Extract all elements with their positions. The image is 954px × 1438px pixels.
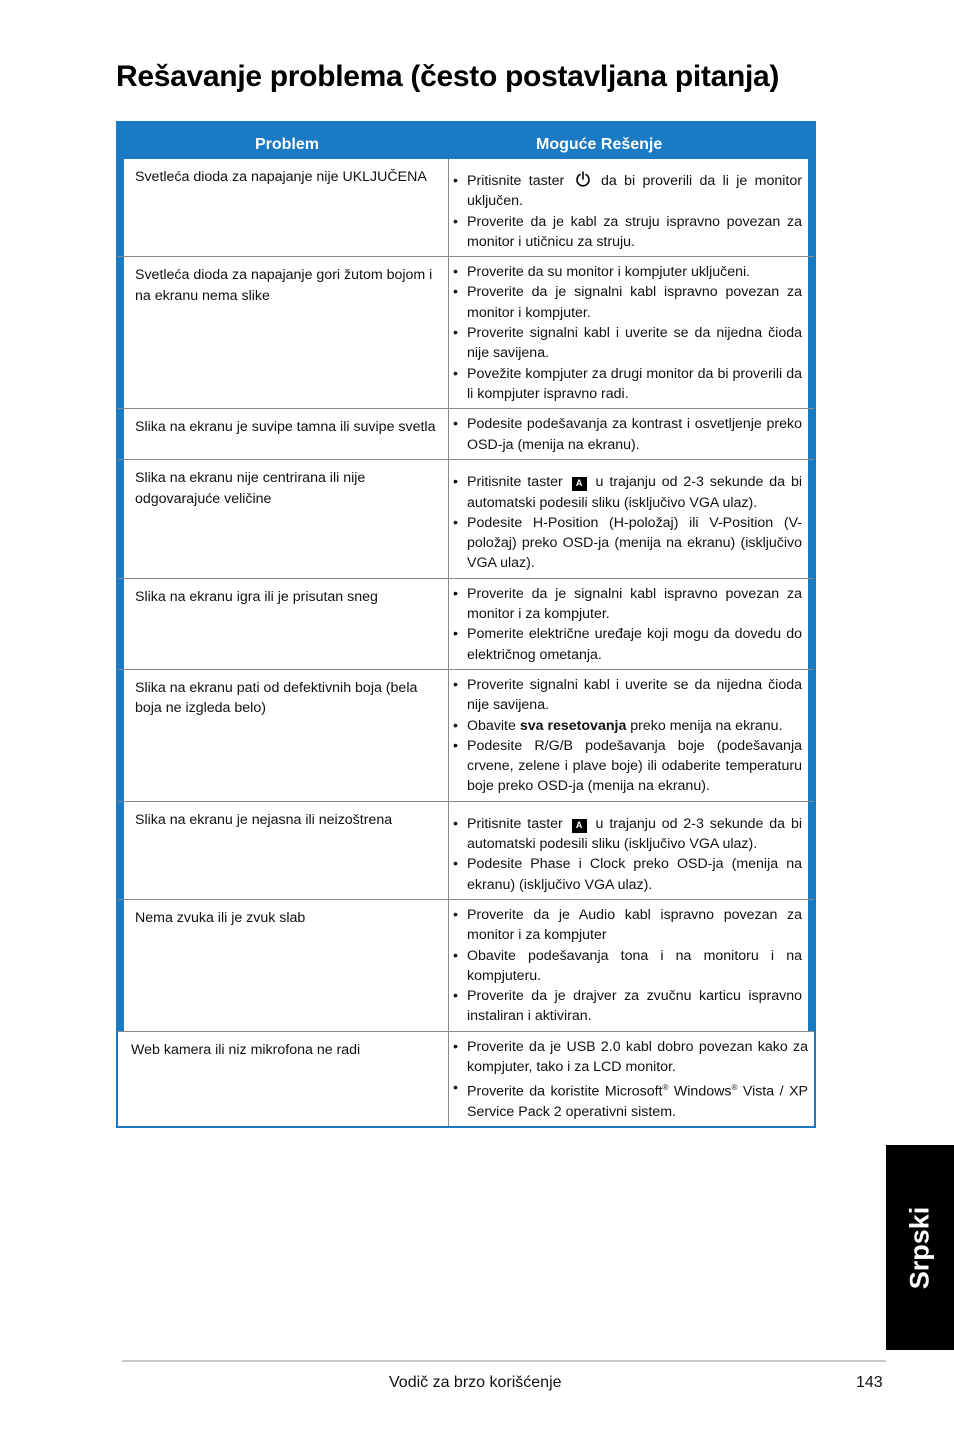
solution-text: Proverite da koristite Microsoft bbox=[467, 1083, 663, 1100]
registered-mark: ® bbox=[662, 1082, 669, 1092]
solution-cell bbox=[448, 460, 814, 577]
problem-cell: Slika na ekranu je suvipe tamna ili suvipe svetla bbox=[118, 409, 448, 459]
solution-text: Proverite da je signalni kabl ispravno povezan za monitor i za kompjuter. bbox=[467, 585, 802, 623]
problem-cell: Slika na ekranu pati od defektivnih boja (bela boja ne izgleda belo) bbox=[118, 670, 448, 801]
solution-item bbox=[453, 472, 802, 513]
solution-item bbox=[453, 675, 802, 716]
solution-text: Windows bbox=[668, 1083, 732, 1100]
solution-cell bbox=[448, 670, 814, 801]
solution-text: Povežite kompjuter za drugi monitor da bi proverili da li kompjuter ispravno radi. bbox=[467, 365, 802, 402]
header-solution: Moguće Rešenje bbox=[536, 136, 663, 153]
solution-text: u trajanju od 2-3 sekunde da bi automatski podesili sliku (isključivo VGA ulaz). bbox=[467, 474, 802, 511]
solution-item bbox=[453, 814, 802, 855]
header-problem: Problem bbox=[254, 136, 319, 153]
solution-cell bbox=[448, 802, 814, 899]
solution-text: Vista / XP Service Pack 2 operativni sistem. bbox=[467, 1083, 809, 1120]
solution-text: Obavite bbox=[467, 717, 516, 734]
page-number: 143 bbox=[856, 1374, 883, 1391]
solution-text: u trajanju od 2-3 sekunde da bi automatski podesili sliku (isključivo VGA ulaz). bbox=[467, 815, 802, 853]
problem-cell: Slika na ekranu nije centrirana ili nije odgovarajuće veličine bbox=[118, 460, 448, 577]
solution-text: Pomerite električne uređaje koji mogu da dovedu do električnog ometanja. bbox=[467, 626, 802, 663]
solution-text: Proverite da je drajver za zvučnu karticu ispravno instaliran i aktiviran. bbox=[467, 988, 802, 1025]
troubleshooting-table bbox=[116, 121, 816, 1128]
table-row bbox=[118, 1031, 814, 1126]
solution-item bbox=[453, 736, 802, 797]
solution-item bbox=[453, 946, 802, 987]
solution-text: Podesite R/G/B podešavanja boje (podešavanja crvene, zelene i plave boje) ili odaberite temperaturu boje preko OSD-ja (menija na ekranu). bbox=[467, 737, 802, 795]
problem-cell: Slika na ekranu igra ili je prisutan sneg bbox=[118, 579, 448, 669]
table-row bbox=[118, 899, 814, 1031]
footer-text: Vodič za brzo korišćenje bbox=[389, 1374, 562, 1391]
solution-cell bbox=[448, 1032, 814, 1126]
solution-text: Proverite da je kabl za struju ispravno povezan za monitor i utičnicu za struju. bbox=[467, 213, 802, 250]
solution-item bbox=[453, 905, 802, 946]
solution-item bbox=[453, 171, 802, 212]
solution-cell bbox=[448, 900, 814, 1031]
power-icon bbox=[575, 171, 591, 187]
solution-text: Podesite Phase i Clock preko OSD-ja (menija na ekranu) (isključivo VGA ulaz). bbox=[467, 856, 802, 893]
language-tab-label: Srpski bbox=[904, 1206, 935, 1289]
solution-item bbox=[453, 1037, 808, 1078]
table-row bbox=[118, 669, 814, 801]
problem-cell: Svetleća dioda za napajanje gori žutom bojom i na ekranu nema slike bbox=[118, 257, 448, 408]
solution-cell bbox=[448, 159, 814, 256]
solution-text: Pritisnite taster bbox=[467, 474, 563, 491]
auto-adjust-icon: A bbox=[572, 819, 587, 833]
solution-text: Proverite da je USB 2.0 kabl dobro povezan kako za kompjuter, tako i za LCD monitor. bbox=[467, 1038, 808, 1076]
table-header bbox=[118, 123, 814, 159]
solution-item bbox=[453, 624, 802, 665]
solution-cell bbox=[448, 257, 814, 408]
solution-text: da bi proverili da li je monitor uključen. bbox=[467, 173, 802, 210]
table-body bbox=[118, 159, 814, 1126]
solution-item bbox=[453, 584, 802, 625]
solution-text: Pritisnite taster bbox=[467, 815, 563, 832]
solution-text: Podesite podešavanja za kontrast i osvetljenje preko OSD-ja (menija na ekranu). bbox=[467, 416, 802, 453]
footer-divider bbox=[122, 1360, 886, 1362]
language-tab bbox=[886, 1145, 954, 1350]
solution-text: preko menija na ekranu. bbox=[630, 717, 783, 734]
table-row bbox=[118, 408, 814, 459]
solution-text: Obavite podešavanja tona i na monitoru i na kompjuteru. bbox=[467, 947, 802, 984]
solution-text: Proverite signalni kabl i uverite se da nijedna čioda nije savijena. bbox=[467, 325, 802, 362]
table-row bbox=[118, 459, 814, 577]
solution-bold-text: sva resetovanja bbox=[519, 717, 627, 734]
solution-item bbox=[453, 986, 802, 1027]
auto-adjust-icon: A bbox=[572, 477, 587, 491]
solution-cell bbox=[448, 579, 814, 669]
solution-text: Proverite signalni kabl i uverite se da nijedna čioda nije savijena. bbox=[467, 676, 802, 714]
table-row bbox=[118, 256, 814, 408]
solution-item bbox=[453, 513, 802, 574]
solution-cell bbox=[448, 409, 814, 459]
problem-cell: Slika na ekranu je nejasna ili neizoštrena bbox=[118, 802, 448, 899]
table-row bbox=[118, 801, 814, 899]
table-row bbox=[118, 578, 814, 669]
solution-item bbox=[453, 414, 802, 455]
table-row bbox=[118, 159, 814, 256]
solution-text: Proverite da je signalni kabl ispravno povezan za monitor i kompjuter. bbox=[467, 284, 802, 321]
registered-mark: ® bbox=[731, 1082, 738, 1092]
page-title: Rešavanje problema (često postavljana pitanja) bbox=[116, 60, 780, 93]
solution-text: Pritisnite taster bbox=[467, 173, 565, 189]
solution-text: Proverite da su monitor i kompjuter uključeni. bbox=[467, 264, 751, 281]
problem-cell: Svetleća dioda za napajanje nije UKLJUČENA bbox=[118, 159, 448, 256]
solution-text: Proverite da je Audio kabl ispravno povezan za monitor i za kompjuter bbox=[467, 906, 802, 944]
solution-item bbox=[453, 364, 802, 405]
solution-item bbox=[453, 262, 802, 282]
solution-text: Podesite H-Position (H-položaj) ili V-Position (V-položaj) preko OSD-ja (menija na ekranu) (isključivo VGA ulaz). bbox=[467, 514, 802, 572]
solution-item bbox=[453, 282, 802, 323]
solution-item bbox=[453, 854, 802, 895]
problem-cell: Web kamera ili niz mikrofona ne radi bbox=[131, 1041, 361, 1058]
solution-item bbox=[453, 323, 802, 364]
solution-item bbox=[453, 716, 802, 736]
solution-item bbox=[453, 212, 802, 253]
solution-item bbox=[453, 1078, 808, 1122]
problem-cell: Nema zvuka ili je zvuk slab bbox=[118, 900, 448, 1031]
